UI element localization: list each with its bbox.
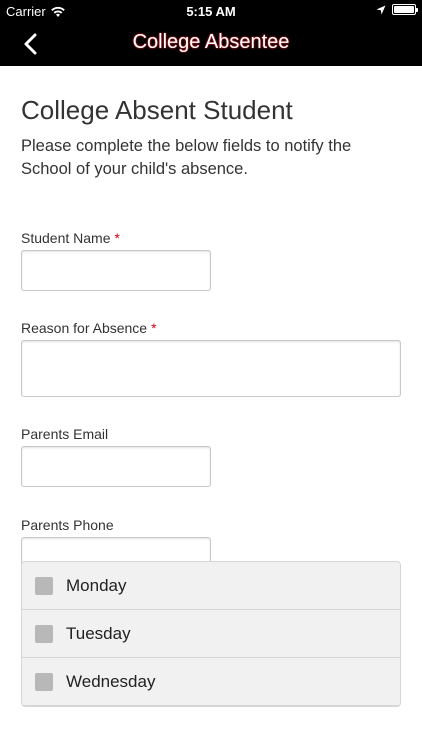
reason-group [21,320,401,397]
day-option-label: Tuesday [66,623,131,643]
day-option-label: Monday [66,575,127,595]
reason-label-text: Reason for Absence [21,320,148,336]
reason-input[interactable] [21,340,401,397]
day-option-wednesday[interactable] [22,658,400,706]
required-marker: * [151,320,157,336]
parents-phone-label: Parents Phone [21,517,114,533]
checkbox-icon[interactable] [35,577,53,595]
carrier-label: Carrier [6,4,46,19]
page-title: College Absent Student [21,95,293,125]
student-name-label [21,230,211,246]
day-option-label: Wednesday [66,671,156,691]
checkbox-icon[interactable] [35,625,53,643]
nav-bar [0,22,422,66]
nav-title: College Absentee [132,31,290,53]
student-name-label-text: Student Name [21,230,111,246]
day-away-checkbox-list [21,561,401,707]
required-marker: * [114,230,120,246]
checkbox-icon[interactable] [35,673,53,691]
intro-text: Please complete the below fields to notify the School of your child's absence. [21,137,352,178]
status-right [376,4,416,15]
day-option-tuesday[interactable] [22,610,400,658]
reason-label [21,320,401,336]
student-name-input[interactable] [21,250,211,291]
location-arrow-icon [376,5,386,15]
parents-email-label: Parents Email [21,426,109,442]
battery-icon [392,4,416,15]
status-time: 5:15 AM [186,4,236,19]
student-name-group [21,230,211,291]
parents-email-input[interactable] [21,446,211,487]
status-bar [0,0,422,22]
parents-email-group [21,426,211,487]
day-option-monday[interactable] [22,562,400,610]
